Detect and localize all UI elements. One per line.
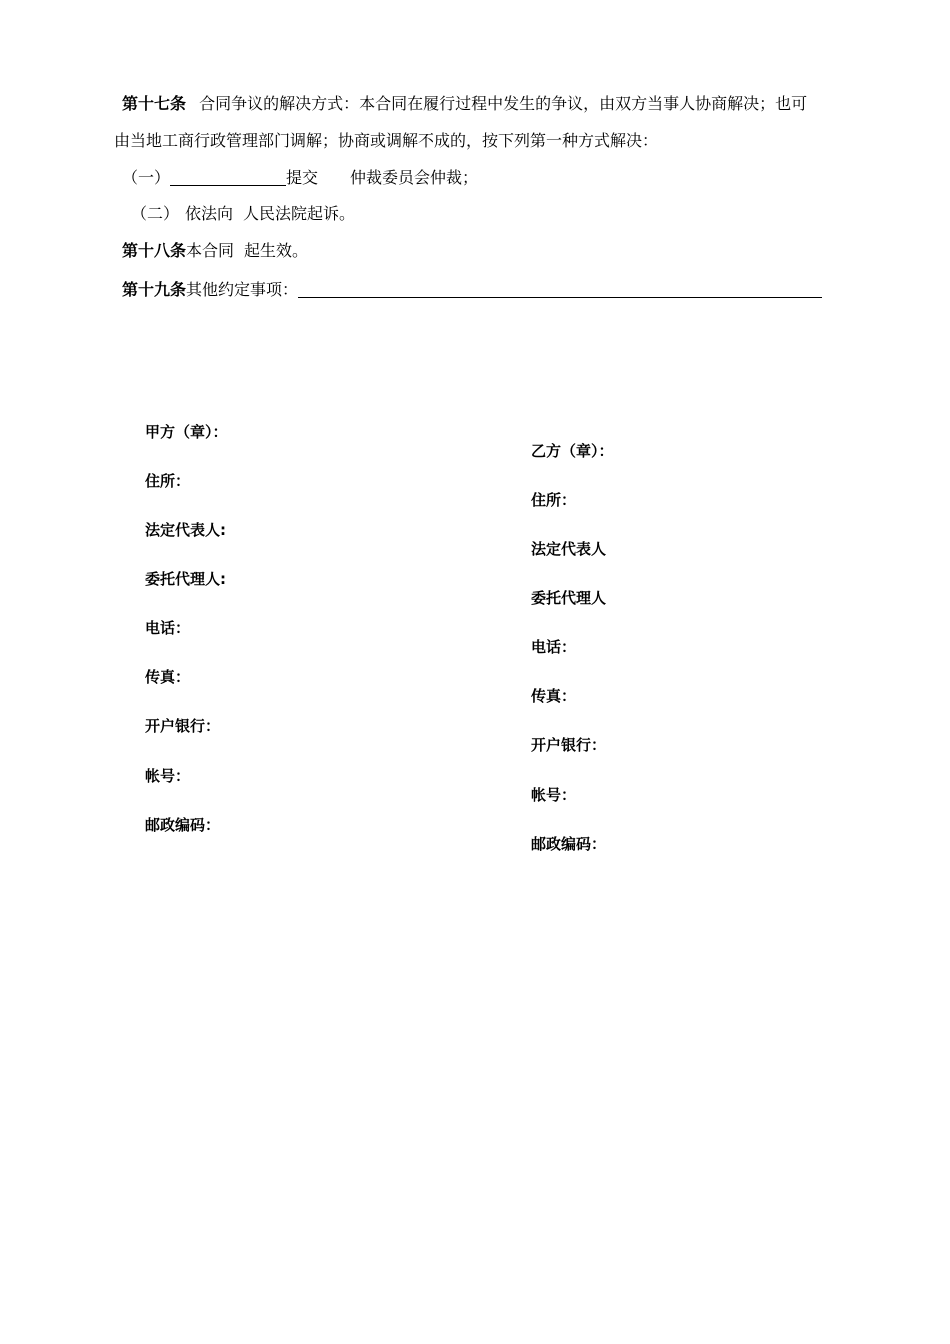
article-17-option-2: [131, 204, 355, 224]
party-b-postcode-label: 邮政编码：: [531, 835, 607, 853]
article-17-option-1: [122, 168, 478, 188]
party-a-phone-label: 电话：: [145, 619, 191, 637]
article-17-line-2: [114, 131, 658, 151]
party-a-title: 甲方（章）：: [145, 423, 228, 441]
party-a-fax-label: 传真：: [145, 668, 191, 686]
party-a-postcode-label: 邮政编码：: [145, 816, 221, 834]
party-b-bank-label: 开户银行：: [531, 736, 607, 754]
party-b-title: 乙方（章）：: [531, 442, 614, 460]
article-19-heading: 第十九条: [122, 280, 187, 299]
party-b-address-label: 住所：: [531, 491, 577, 509]
article-18-text-2: 起生效。: [244, 241, 309, 260]
party-b-account-label: 帐号：: [531, 786, 577, 804]
party-b-legal-rep-label: 法定代表人: [531, 540, 607, 558]
party-b-agent-label: 委托代理人: [531, 589, 607, 607]
article-18: [122, 241, 308, 261]
option-2-text-2: 人民法院起诉。: [243, 204, 356, 223]
article-17-text-1: 合同争议的解决方式：本合同在履行过程中发生的争议，由双方当事人协商解决；也可: [199, 94, 808, 113]
party-a-address-label: 住所：: [145, 472, 191, 490]
article-17-line-1: [122, 94, 807, 114]
party-a-legal-rep-label: 法定代表人:: [145, 521, 226, 539]
article-19: [122, 280, 822, 300]
party-a-agent-label: 委托代理人:: [145, 570, 226, 588]
party-b-phone-label: 电话：: [531, 638, 577, 656]
option-2-prefix: （二）: [131, 204, 180, 223]
option-1-prefix: （一）: [122, 168, 171, 187]
other-matters-blank[interactable]: [298, 281, 822, 298]
arbitration-location-blank[interactable]: [170, 169, 286, 186]
party-b-fax-label: 传真：: [531, 687, 577, 705]
article-18-heading: 第十八条: [122, 241, 187, 260]
party-a-account-label: 帐号：: [145, 767, 191, 785]
article-18-text-1: 本合同: [186, 241, 235, 260]
option-1-mid: 提交: [286, 168, 319, 187]
article-17-heading: 第十七条: [122, 94, 187, 113]
option-1-suffix: 仲裁委员会仲裁；: [350, 168, 479, 187]
article-19-text: 其他约定事项：: [186, 280, 299, 299]
article-17-text-2: 由当地工商行政管理部门调解；协商或调解不成的，按下列第一种方式解决：: [114, 131, 659, 150]
option-2-text-1: 依法向: [185, 204, 234, 223]
party-a-bank-label: 开户银行：: [145, 717, 221, 735]
